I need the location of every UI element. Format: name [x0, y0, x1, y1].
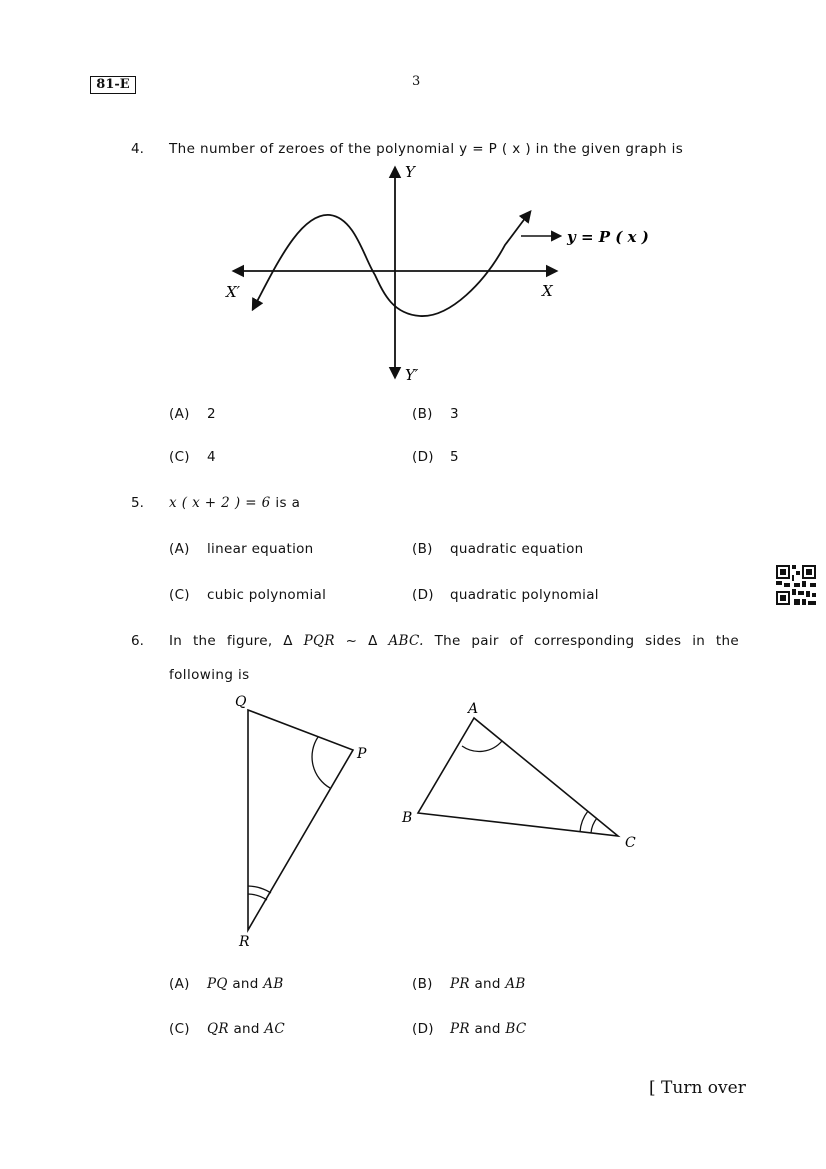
angle-c-arc-inner — [591, 818, 597, 833]
vertex-p-label: P — [357, 746, 367, 762]
angle-a-arc — [462, 741, 502, 751]
option-label: (A) — [169, 976, 190, 992]
similar-symbol: ~ Δ — [345, 633, 378, 649]
vertex-b-label: B — [402, 810, 413, 826]
x-neg-axis-label: X′ — [226, 283, 241, 301]
question-6-prefix: In the figure, Δ — [169, 633, 293, 649]
angle-r-arc-inner — [248, 894, 267, 900]
option-value: QR and AC — [207, 1021, 286, 1037]
option-value: 2 — [207, 406, 216, 422]
question-5-text-rest: is a — [275, 495, 301, 511]
option-label: (C) — [169, 449, 190, 465]
option-value: 3 — [450, 406, 459, 422]
vertex-a-label: A — [468, 701, 479, 717]
similar-triangles-figure — [225, 688, 645, 950]
option-label: (A) — [169, 541, 190, 557]
option-value: cubic polynomial — [207, 587, 327, 603]
option-value: linear equation — [207, 541, 314, 557]
option-value: quadratic polynomial — [450, 587, 599, 603]
angle-c-arc-outer — [580, 811, 588, 832]
question-5-text — [169, 495, 300, 511]
turn-over-label: [ Turn over — [649, 1078, 746, 1098]
question-6-number: 6. — [131, 633, 144, 649]
vertex-c-label: C — [625, 835, 636, 851]
option-label: (D) — [412, 1021, 434, 1037]
triangle-abc-name: ABC. — [388, 633, 424, 649]
qr-code-icon — [776, 565, 816, 605]
option-value: 4 — [207, 449, 216, 465]
angle-r-arc-outer — [248, 886, 271, 893]
question-4-number: 4. — [131, 141, 144, 157]
triangle-abc — [418, 718, 618, 836]
question-5-number: 5. — [131, 495, 144, 511]
option-label: (D) — [412, 449, 434, 465]
option-value: 5 — [450, 449, 459, 465]
option-label: (B) — [412, 541, 433, 557]
y-neg-axis-label: Y′ — [405, 366, 419, 384]
option-label: (D) — [412, 587, 434, 603]
question-6-text-line2: following is — [169, 667, 250, 683]
option-value: PR and AB — [450, 976, 526, 992]
polynomial-curve — [253, 212, 530, 316]
question-6-text-line1 — [169, 633, 739, 649]
angle-p-arc — [312, 737, 330, 788]
option-value: quadratic equation — [450, 541, 584, 557]
option-value: PQ and AB — [207, 976, 284, 992]
option-label: (B) — [412, 976, 433, 992]
curve-label: y = P ( x ) — [567, 228, 649, 246]
page-number: 3 — [412, 74, 421, 89]
y-axis-label: Y — [405, 163, 415, 181]
option-label: (A) — [169, 406, 190, 422]
x-axis-label: X — [542, 282, 553, 300]
question-4-text: The number of zeroes of the polynomial y = P ( x ) in the given graph is — [169, 141, 684, 157]
option-value: PR and BC — [450, 1021, 527, 1037]
option-label: (C) — [169, 587, 190, 603]
triangle-pqr-name: PQR — [303, 633, 335, 649]
paper-code: 81-E — [90, 76, 136, 94]
option-label: (B) — [412, 406, 433, 422]
option-label: (C) — [169, 1021, 190, 1037]
vertex-q-label: Q — [235, 694, 247, 710]
question-6-suffix: The pair of corresponding sides in the — [434, 633, 739, 649]
triangle-pqr — [248, 710, 353, 930]
vertex-r-label: R — [239, 934, 250, 950]
polynomial-graph — [210, 160, 670, 385]
question-5-equation: x ( x + 2 ) = 6 — [169, 495, 271, 511]
